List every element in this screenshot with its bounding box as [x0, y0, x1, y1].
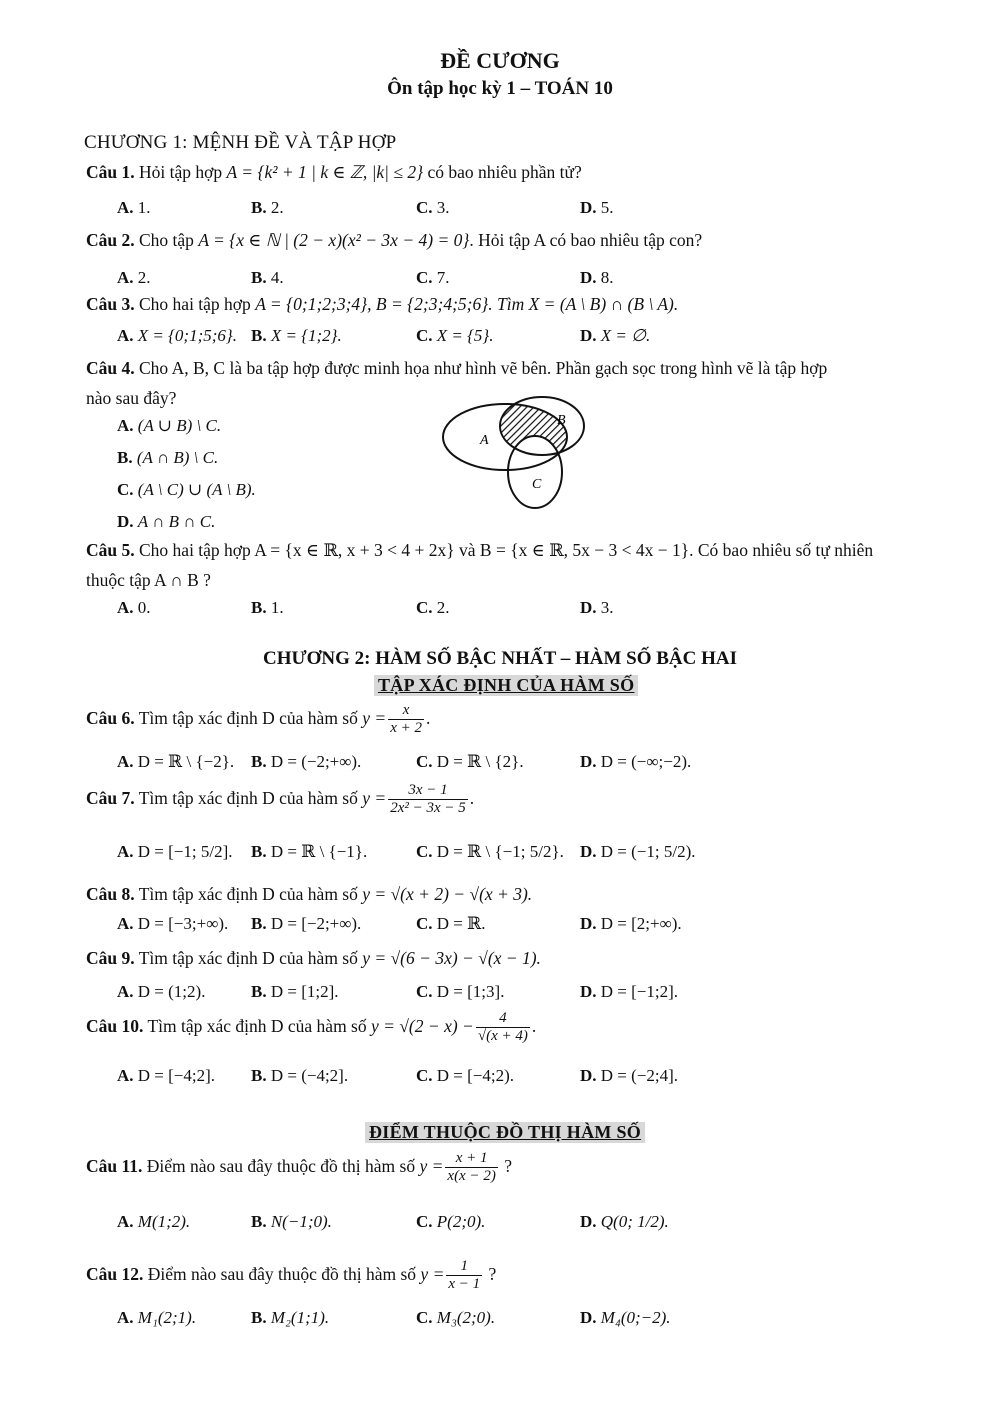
q6-option-c[interactable]: C. D = ℝ \ {2}. — [416, 752, 524, 771]
q4-option-b[interactable]: B. (A ∩ B) \ C. — [117, 448, 219, 467]
q11-option-b[interactable]: B. N(−1;0). — [251, 1212, 332, 1231]
q6-option-d[interactable]: D. D = (−∞;−2). — [580, 752, 692, 771]
q2-option-c[interactable]: C. 7. — [416, 268, 450, 287]
q1-option-b[interactable]: B. 2. — [251, 198, 284, 217]
q3-option-c[interactable]: C. X = {5}. — [416, 326, 494, 345]
venn-label-b: B — [557, 413, 566, 428]
question-1: Câu 1. Hỏi tập hợp A = {k² + 1 | k ∈ ℤ, |k| ≤ 2} có bao nhiêu phần tử? — [86, 162, 582, 182]
q9-option-c[interactable]: C. D = [1;3]. — [416, 982, 505, 1001]
q10-option-a[interactable]: A. D = [−4;2]. — [117, 1066, 216, 1085]
question-5-cont: thuộc tập A ∩ B ? — [86, 570, 211, 590]
q10-option-b[interactable]: B. D = (−4;2]. — [251, 1066, 349, 1085]
q2-option-b[interactable]: B. 4. — [251, 268, 284, 287]
q8-option-c[interactable]: C. D = ℝ. — [416, 914, 486, 933]
question-9: Câu 9. Tìm tập xác định D của hàm số y = √(6 − 3x) − √(x − 1). — [86, 948, 541, 968]
q4-option-d[interactable]: D. A ∩ B ∩ C. — [117, 512, 216, 531]
q7-option-c[interactable]: C. D = ℝ \ {−1; 5/2}. — [416, 842, 564, 861]
question-2: Câu 2. Cho tập A = {x ∈ ℕ | (2 − x)(x² − 3x − 4) = 0}. Hỏi tập A có bao nhiêu tập con? — [86, 230, 703, 250]
q1-option-a[interactable]: A. 1. — [117, 198, 151, 217]
q2-option-a[interactable]: A. 2. — [117, 268, 151, 287]
q12-option-b[interactable]: B. M₂(1;1). — [251, 1308, 330, 1327]
q8-option-d[interactable]: D. D = [2;+∞). — [580, 914, 682, 933]
question-4-cont: nào sau đây? — [86, 388, 177, 408]
chapter-1-title: CHƯƠNG 1: MỆNH ĐỀ VÀ TẬP HỢP — [84, 132, 397, 153]
question-3: Câu 3. Cho hai tập hợp A = {0;1;2;3;4}, B = {2;3;4;5;6}. Tìm X = (A \ B) ∩ (B \ A). — [86, 294, 679, 314]
question-4: Câu 4. Cho A, B, C là ba tập hợp được minh họa như hình vẽ bên. Phần gạch sọc trong hình vẽ là tập hợp — [86, 358, 828, 378]
q3-option-b[interactable]: B. X = {1;2}. — [251, 326, 342, 345]
question-6: Câu 6. Tìm tập xác định D của hàm số y = $\frac{x}{x + 2}$ . — [86, 702, 431, 737]
section-domain-title: TẬP XÁC ĐỊNH CỦA HÀM SỐ — [374, 675, 638, 696]
q3-option-a[interactable]: A. X = {0;1;5;6}. — [117, 326, 237, 345]
q4-option-a[interactable]: A. (A ∪ B) \ C. — [117, 416, 222, 435]
question-8: Câu 8. Tìm tập xác định D của hàm số y = √(x + 2) − √(x + 3). — [86, 884, 533, 904]
q11-option-a[interactable]: A. M(1;2). — [117, 1212, 191, 1231]
venn-label-a: A — [480, 433, 489, 448]
q1-option-c[interactable]: C. 3. — [416, 198, 450, 217]
q6-option-a[interactable]: A. D = ℝ \ {−2}. — [117, 752, 235, 771]
q7-option-a[interactable]: A. D = [−1; 5/2]. — [117, 842, 233, 861]
q12-option-c[interactable]: C. M₃(2;0). — [416, 1308, 496, 1327]
question-7: Câu 7. Tìm tập xác định D của hàm số y = $\frac{3x - 1}{\text{2x² − 3x − 5}}$ . — [86, 782, 475, 817]
q12-option-a[interactable]: A. M₁(2;1). — [117, 1308, 197, 1327]
q9-option-b[interactable]: B. D = [1;2]. — [251, 982, 339, 1001]
section-graph-points-title: ĐIỂM THUỘC ĐỒ THỊ HÀM SỐ — [365, 1122, 645, 1143]
q6-option-b[interactable]: B. D = (−2;+∞). — [251, 752, 362, 771]
q11-option-d[interactable]: D. Q(0; 1/2). — [580, 1212, 669, 1231]
question-10: Câu 10. Tìm tập xác định D của hàm số y = √(2 − x) − $\frac{4}{√(x + 4)}$ . — [86, 1010, 537, 1045]
chapter-2-title: CHƯƠNG 2: HÀM SỐ BẬC NHẤT – HÀM SỐ BẬC HAI — [263, 648, 737, 669]
q3-option-d[interactable]: D. X = ∅. — [580, 326, 651, 345]
q1-option-d[interactable]: D. 5. — [580, 198, 614, 217]
document-subtitle: Ôn tập học kỳ 1 – TOÁN 10 — [387, 78, 613, 99]
q7-option-d[interactable]: D. D = (−1; 5/2). — [580, 842, 696, 861]
q10-option-c[interactable]: C. D = [−4;2). — [416, 1066, 515, 1085]
q2-option-d[interactable]: D. 8. — [580, 268, 614, 287]
q12-option-d[interactable]: D. M₄(0;−2). — [580, 1308, 671, 1327]
q5-option-a[interactable]: A. 0. — [117, 598, 151, 617]
q7-option-b[interactable]: B. D = ℝ \ {−1}. — [251, 842, 368, 861]
document-title: ĐỀ CƯƠNG — [440, 48, 560, 73]
q8-option-b[interactable]: B. D = [−2;+∞). — [251, 914, 362, 933]
question-12: Câu 12. Điểm nào sau đây thuộc đồ thị hàm số y = $\frac{1}{x - 1}$ ? — [86, 1258, 497, 1293]
q5-option-c[interactable]: C. 2. — [416, 598, 450, 617]
q5-option-b[interactable]: B. 1. — [251, 598, 284, 617]
q4-option-c[interactable]: C. (A \ C) ∪ (A \ B). — [117, 480, 256, 499]
q9-option-a[interactable]: A. D = (1;2). — [117, 982, 206, 1001]
q9-option-d[interactable]: D. D = [−1;2]. — [580, 982, 679, 1001]
question-5: Câu 5. Cho hai tập hợp A = {x ∈ ℝ, x + 3 < 4 + 2x} và B = {x ∈ ℝ, 5x − 3 < 4x − 1}. Có bao nhiêu số tự nhiên — [86, 540, 874, 560]
q11-option-c[interactable]: C. P(2;0). — [416, 1212, 486, 1231]
q8-option-a[interactable]: A. D = [−3;+∞). — [117, 914, 229, 933]
q10-option-d[interactable]: D. D = (−2;4]. — [580, 1066, 679, 1085]
venn-label-c: C — [532, 477, 542, 492]
venn-diagram — [440, 394, 600, 512]
q5-option-d[interactable]: D. 3. — [580, 598, 614, 617]
question-11: Câu 11. Điểm nào sau đây thuộc đồ thị hàm số y = $\frac{x + 1}{x(x - 2)}$ ? — [86, 1150, 512, 1185]
